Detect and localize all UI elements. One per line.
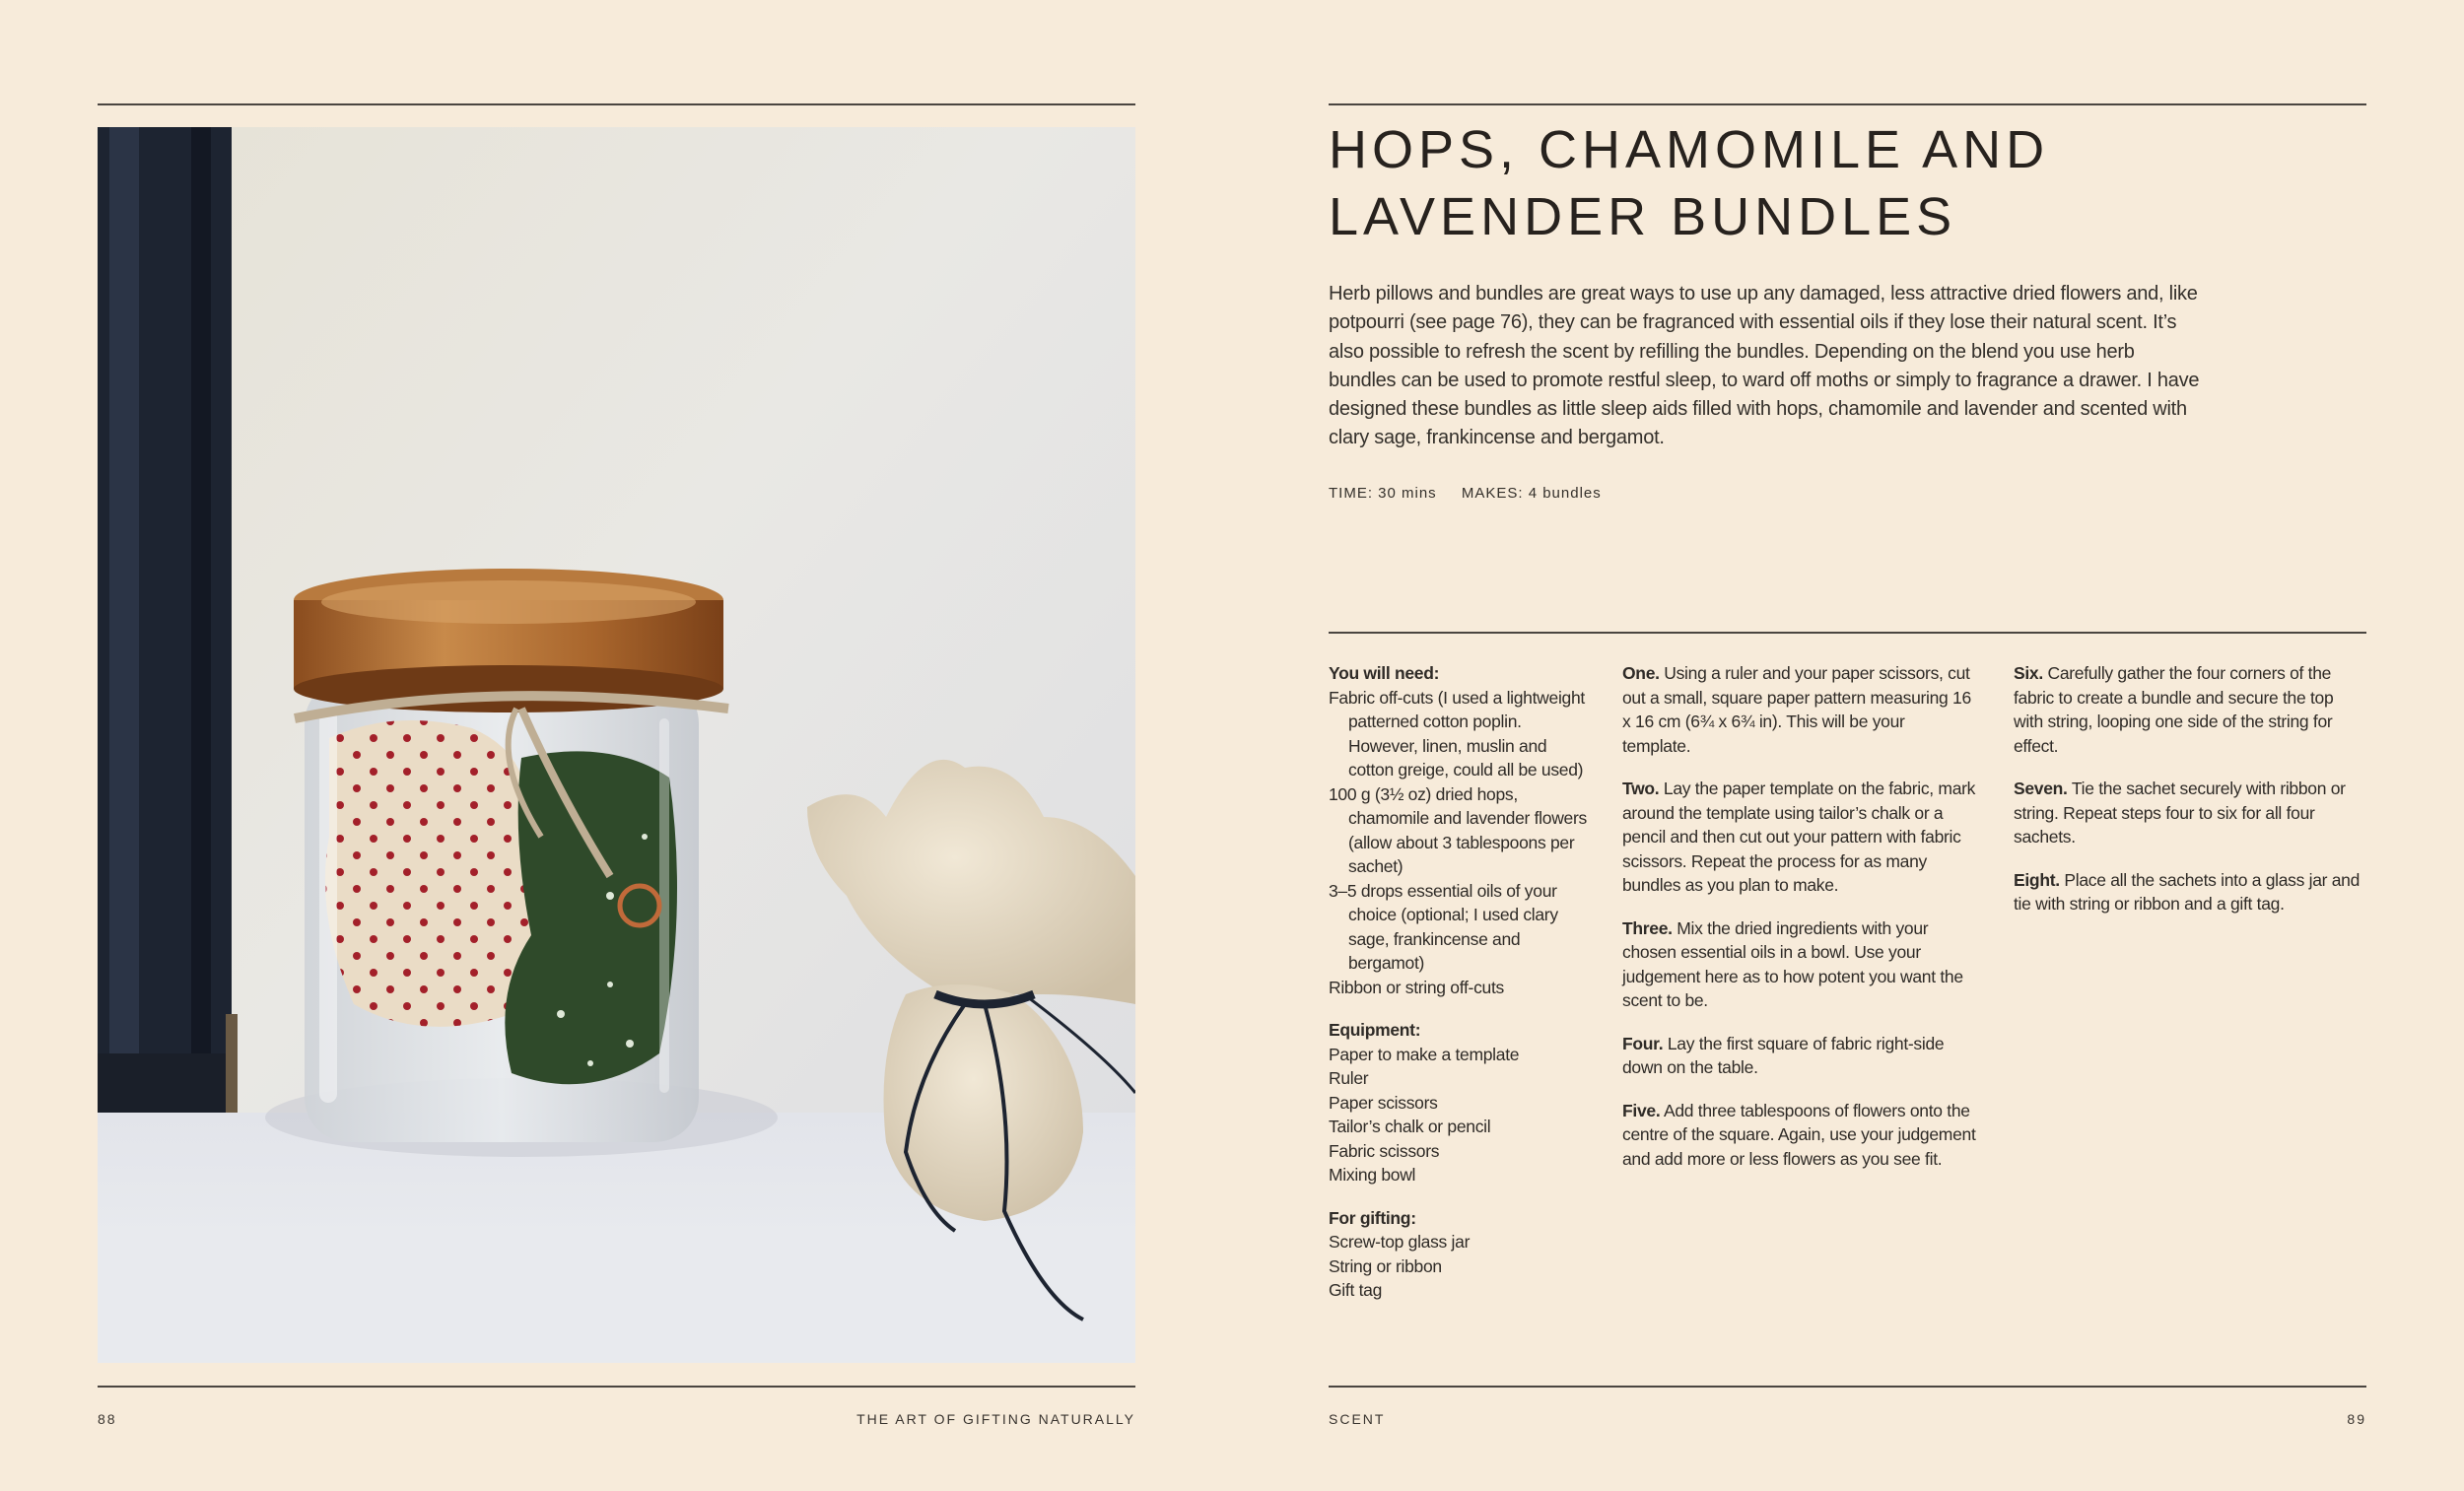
step-text: Lay the first square of fabric right-side down on the table. — [1622, 1033, 1945, 1077]
gifting-heading: For gifting: — [1329, 1207, 1416, 1228]
right-middle-rule — [1329, 632, 2366, 634]
intro-paragraph: Herb pillows and bundles are great ways to use up any damaged, less attractive dried flowers and, like potpourri (see page 76), they can be fragranced with essential oils if they lose their natural scent. It’s also possible to refresh the scent by refilling the bundles. Depending on the blend you use herb bundles can be used to promote restful sleep, to ward off moths or simply to fragrance a drawer. I have designed these bundles as little sleep aids filled with hops, chamomile and lavender and scented with clary sage, frankincense and bergamot. — [1329, 283, 2200, 449]
product-photo — [98, 127, 1135, 1363]
list-item: 100 g (3½ oz) dried hops, chamomile and lavender flowers (allow about 3 tablespoons per sachet) — [1329, 783, 1587, 876]
step-text: Tie the sachet securely with ribbon or string. Repeat steps four to six for all four sachets. — [2014, 779, 2346, 847]
step-text: Lay the paper template on the fabric, mark around the template using tailor’s chalk or a pencil and then cut out your pattern with fabric scissors. Repeat the process for as many bundles as you plan to make. — [1622, 779, 1976, 895]
step-two — [1622, 777, 1977, 898]
title-line-2: LAVENDER BUNDLES — [1329, 187, 1957, 246]
right-bottom-rule — [1329, 1386, 2366, 1388]
title-line-1: HOPS, CHAMOMILE AND — [1329, 120, 2050, 179]
recipe-meta — [1329, 485, 1621, 502]
list-item: Gift tag — [1329, 1280, 1383, 1300]
step-label: Seven. — [2014, 779, 2068, 798]
left-page-number: 88 — [98, 1411, 117, 1427]
gifting-block — [1329, 1206, 1587, 1303]
makes-label: MAKES: 4 bundles — [1461, 485, 1602, 502]
step-seven — [2014, 777, 2366, 849]
step-text: Place all the sachets into a glass jar and tie with string or ribbon and a gift tag. — [2014, 869, 2361, 914]
steps-column-2 — [2014, 661, 2366, 935]
step-label: Two. — [1622, 779, 1660, 798]
list-item: Ribbon or string off-cuts — [1329, 977, 1504, 997]
recipe-title — [1329, 116, 2363, 250]
list-item: 3–5 drops essential oils of your choice (optional; I used clary sage, frankincense and bergamot) — [1329, 880, 1558, 973]
running-title: THE ART OF GIFTING NATURALLY — [856, 1411, 1135, 1427]
jar-and-bundle-illustration — [98, 127, 1135, 1363]
step-text: Using a ruler and your paper scissors, cut out a small, square paper pattern measuring 16 x 16 cm (6¾ x 6¾ in). This will be your template. — [1622, 663, 1971, 756]
section-name: SCENT — [1329, 1411, 1386, 1427]
list-item: Screw-top glass jar — [1329, 1232, 1471, 1252]
list-item: Tailor’s chalk or pencil — [1329, 1117, 1491, 1136]
step-label: Five. — [1622, 1100, 1661, 1120]
materials-column — [1329, 661, 1587, 1322]
step-label: One. — [1622, 663, 1660, 683]
left-top-rule — [98, 103, 1135, 105]
step-label: Eight. — [2014, 869, 2060, 890]
list-item: String or ribbon — [1329, 1255, 1442, 1276]
step-label: Four. — [1622, 1033, 1664, 1053]
step-one — [1622, 661, 1977, 758]
step-six — [2014, 661, 2366, 758]
you-will-need-block — [1329, 661, 1587, 999]
you-will-need-heading: You will need: — [1329, 663, 1440, 683]
step-label: Six. — [2014, 663, 2043, 683]
list-item: Paper to make a template — [1329, 1044, 1520, 1064]
steps-column-1 — [1622, 661, 1977, 1189]
right-page-number: 89 — [2347, 1411, 2366, 1427]
step-text: Mix the dried ingredients with your chosen essential oils in a bowl. Use your judgement here as to how potent you want the scent to be. — [1622, 917, 1963, 1010]
list-item: Paper scissors — [1329, 1092, 1438, 1113]
step-four — [1622, 1032, 1977, 1080]
step-three — [1622, 916, 1977, 1013]
right-top-rule — [1329, 103, 2366, 105]
step-five — [1622, 1099, 1977, 1172]
list-item: Mixing bowl — [1329, 1165, 1416, 1185]
time-label: TIME: 30 mins — [1329, 485, 1437, 502]
step-eight — [2014, 868, 2366, 916]
step-text: Carefully gather the four corners of the fabric to create a bundle and secure the top with string, looping one side of the string for effect. — [2014, 663, 2334, 756]
equipment-heading: Equipment: — [1329, 1020, 1421, 1040]
left-bottom-rule — [98, 1386, 1135, 1388]
list-item: Fabric scissors — [1329, 1140, 1440, 1161]
step-label: Three. — [1622, 917, 1673, 938]
list-item: Ruler — [1329, 1068, 1369, 1088]
equipment-block — [1329, 1018, 1587, 1187]
list-item: Fabric off-cuts (I used a lightweight patterned cotton poplin. However, linen, muslin and cotton greige, could all be used) — [1329, 687, 1585, 779]
step-text: Add three tablespoons of flowers onto the centre of the square. Again, use your judgement and add more or less flowers as you see fit. — [1622, 1100, 1976, 1169]
